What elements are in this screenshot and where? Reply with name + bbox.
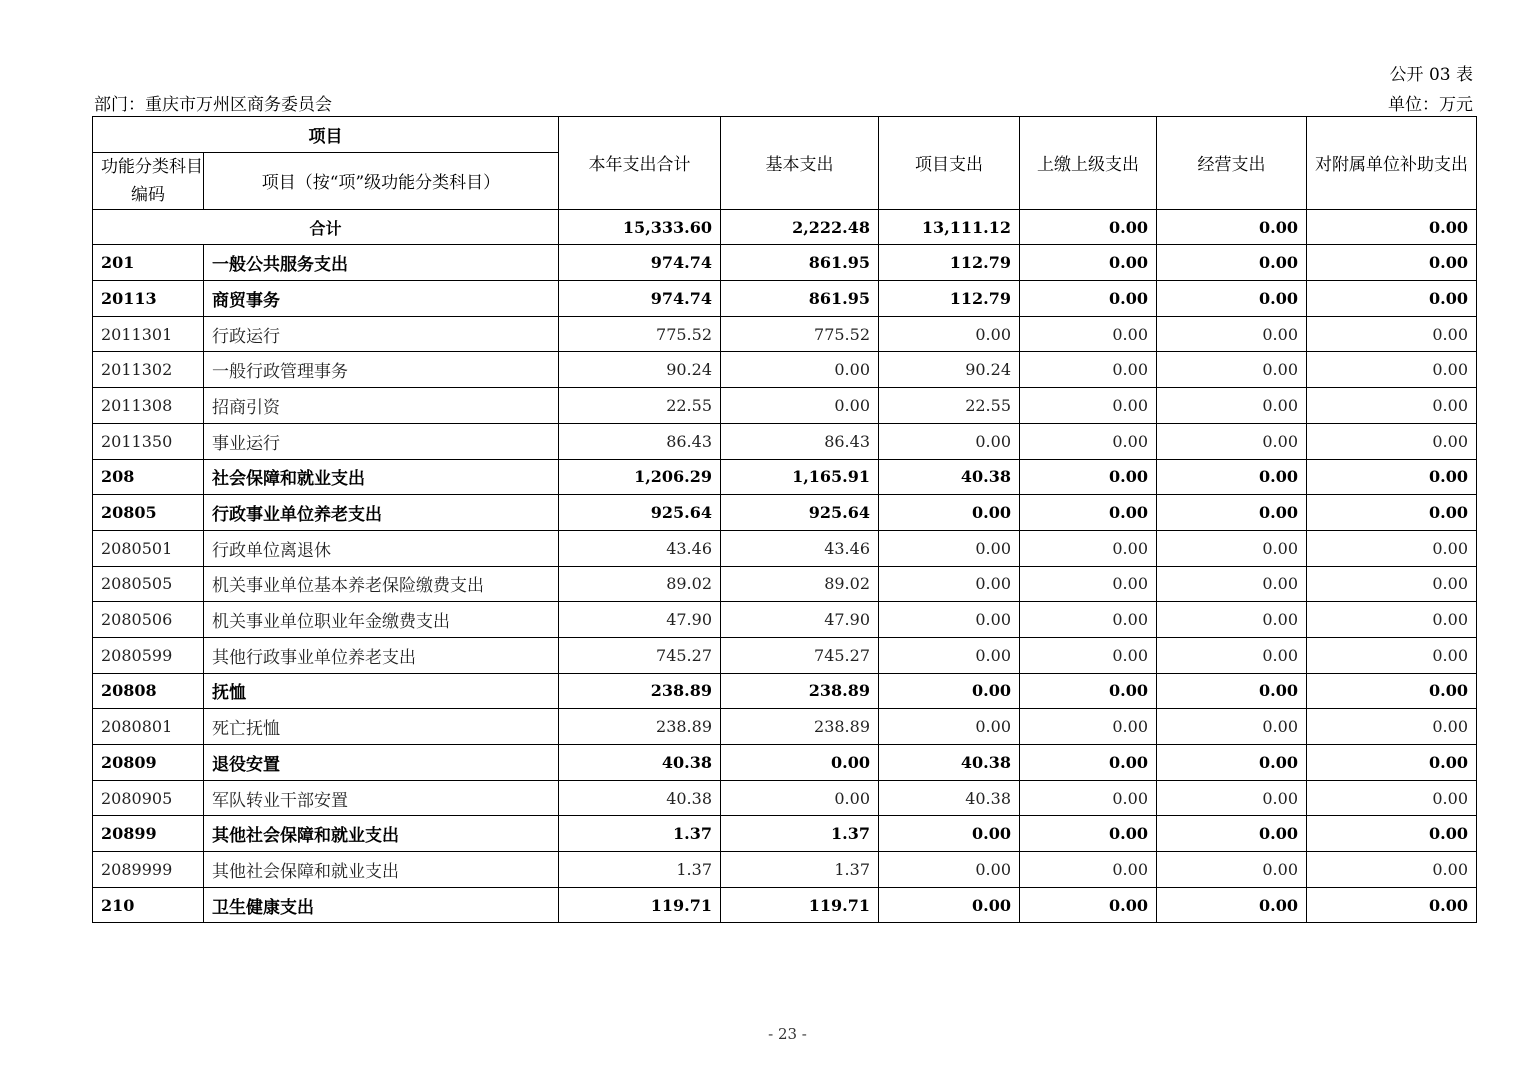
row-value-cell: 0.00 — [1157, 281, 1307, 317]
row-value-cell: 89.02 — [721, 566, 879, 602]
row-value-cell: 43.46 — [559, 530, 721, 566]
row-value-cell: 0.00 — [1307, 352, 1477, 388]
row-value-cell: 0.00 — [1307, 530, 1477, 566]
row-value-cell: 0.00 — [879, 530, 1020, 566]
row-value-cell: 0.00 — [879, 316, 1020, 352]
expenditure-table — [92, 116, 1477, 923]
total-cell: 0.00 — [1307, 209, 1477, 245]
col-upper-header: 上缴上级支出 — [1020, 117, 1157, 210]
col-project-exp-header: 项目支出 — [879, 117, 1020, 210]
row-value-cell: 0.00 — [1020, 852, 1157, 888]
row-value-cell: 0.00 — [1157, 887, 1307, 923]
row-value-cell: 0.00 — [1307, 602, 1477, 638]
row-value-cell: 119.71 — [721, 887, 879, 923]
row-value-cell: 1.37 — [559, 852, 721, 888]
row-value-cell: 0.00 — [1020, 709, 1157, 745]
col-item-header: 项目（按“项”级功能分类科目） — [204, 152, 559, 209]
row-value-cell: 0.00 — [879, 637, 1020, 673]
row-value-cell: 0.00 — [1020, 637, 1157, 673]
row-value-cell: 0.00 — [1020, 459, 1157, 495]
row-code: 2089999 — [93, 852, 204, 888]
total-row — [93, 209, 1477, 245]
row-value-cell: 0.00 — [1020, 495, 1157, 531]
row-value-cell: 0.00 — [1157, 780, 1307, 816]
row-item-name: 抚恤 — [204, 673, 559, 709]
project-header: 项目 — [93, 117, 559, 153]
row-value-cell: 40.38 — [559, 745, 721, 781]
row-item-name: 军队转业干部安置 — [204, 780, 559, 816]
row-value-cell: 0.00 — [1157, 637, 1307, 673]
row-value-cell: 775.52 — [721, 316, 879, 352]
table-row — [93, 709, 1477, 745]
row-code: 2011308 — [93, 388, 204, 424]
row-item-name: 行政单位离退休 — [204, 530, 559, 566]
row-value-cell: 0.00 — [1020, 352, 1157, 388]
row-value-cell: 0.00 — [1307, 245, 1477, 281]
row-value-cell: 86.43 — [721, 423, 879, 459]
row-value-cell: 0.00 — [879, 423, 1020, 459]
table-row — [93, 530, 1477, 566]
row-code: 210 — [93, 887, 204, 923]
row-value-cell: 0.00 — [879, 566, 1020, 602]
row-value-cell: 40.38 — [879, 459, 1020, 495]
row-code: 20899 — [93, 816, 204, 852]
table-row — [93, 352, 1477, 388]
total-cell: 2,222.48 — [721, 209, 879, 245]
row-item-name: 行政运行 — [204, 316, 559, 352]
row-value-cell: 0.00 — [1157, 709, 1307, 745]
row-value-cell: 0.00 — [1157, 816, 1307, 852]
row-value-cell: 0.00 — [879, 602, 1020, 638]
table-row — [93, 459, 1477, 495]
row-value-cell: 0.00 — [1157, 566, 1307, 602]
row-value-cell: 0.00 — [1020, 745, 1157, 781]
row-value-cell: 0.00 — [1020, 388, 1157, 424]
row-value-cell: 0.00 — [1157, 495, 1307, 531]
row-value-cell: 0.00 — [1307, 709, 1477, 745]
row-code: 2080599 — [93, 637, 204, 673]
unit-label: 单位：万元 — [1388, 95, 1473, 115]
row-value-cell: 1.37 — [721, 816, 879, 852]
row-value-cell: 0.00 — [1157, 852, 1307, 888]
row-value-cell: 745.27 — [721, 637, 879, 673]
row-item-name: 卫生健康支出 — [204, 887, 559, 923]
row-value-cell: 0.00 — [1157, 316, 1307, 352]
row-value-cell: 0.00 — [1307, 459, 1477, 495]
total-cell: 13,111.12 — [879, 209, 1020, 245]
row-value-cell: 112.79 — [879, 245, 1020, 281]
col-subsidy-header: 对附属单位补助支出 — [1307, 117, 1477, 210]
row-item-name: 事业运行 — [204, 423, 559, 459]
row-value-cell: 238.89 — [559, 673, 721, 709]
col-business-header: 经营支出 — [1157, 117, 1307, 210]
row-value-cell: 0.00 — [1307, 423, 1477, 459]
row-item-name: 其他社会保障和就业支出 — [204, 852, 559, 888]
row-value-cell: 0.00 — [1157, 459, 1307, 495]
row-value-cell: 0.00 — [1157, 602, 1307, 638]
row-value-cell: 745.27 — [559, 637, 721, 673]
row-value-cell: 0.00 — [1020, 316, 1157, 352]
row-code: 20113 — [93, 281, 204, 317]
row-value-cell: 89.02 — [559, 566, 721, 602]
total-cell: 15,333.60 — [559, 209, 721, 245]
row-value-cell: 0.00 — [1020, 816, 1157, 852]
row-code: 2011301 — [93, 316, 204, 352]
row-value-cell: 861.95 — [721, 281, 879, 317]
row-value-cell: 925.64 — [559, 495, 721, 531]
row-value-cell: 974.74 — [559, 281, 721, 317]
row-code: 2011350 — [93, 423, 204, 459]
department-label: 部门：重庆市万州区商务委员会 — [94, 95, 332, 115]
row-value-cell: 0.00 — [1157, 352, 1307, 388]
row-value-cell: 0.00 — [1157, 530, 1307, 566]
row-value-cell: 974.74 — [559, 245, 721, 281]
row-item-name: 行政事业单位养老支出 — [204, 495, 559, 531]
row-value-cell: 0.00 — [721, 745, 879, 781]
row-value-cell: 775.52 — [559, 316, 721, 352]
row-value-cell: 0.00 — [879, 887, 1020, 923]
row-code: 20808 — [93, 673, 204, 709]
row-value-cell: 0.00 — [1307, 637, 1477, 673]
row-value-cell: 0.00 — [879, 495, 1020, 531]
row-value-cell: 90.24 — [559, 352, 721, 388]
total-label: 合计 — [93, 209, 559, 245]
row-item-name: 机关事业单位职业年金缴费支出 — [204, 602, 559, 638]
row-value-cell: 0.00 — [1307, 566, 1477, 602]
row-value-cell: 112.79 — [879, 281, 1020, 317]
row-value-cell: 47.90 — [559, 602, 721, 638]
row-code: 2080505 — [93, 566, 204, 602]
row-value-cell: 0.00 — [1307, 281, 1477, 317]
row-code: 2080905 — [93, 780, 204, 816]
row-value-cell: 119.71 — [559, 887, 721, 923]
code-header-line2: 编码 — [131, 184, 165, 205]
col-total-header: 本年支出合计 — [559, 117, 721, 210]
row-value-cell: 238.89 — [559, 709, 721, 745]
total-cell: 0.00 — [1020, 209, 1157, 245]
table-row — [93, 673, 1477, 709]
row-code: 208 — [93, 459, 204, 495]
row-value-cell: 0.00 — [1307, 388, 1477, 424]
table-row — [93, 281, 1477, 317]
table-row — [93, 816, 1477, 852]
row-item-name: 一般公共服务支出 — [204, 245, 559, 281]
row-code: 2080801 — [93, 709, 204, 745]
row-value-cell: 0.00 — [879, 673, 1020, 709]
row-value-cell: 0.00 — [1020, 245, 1157, 281]
row-value-cell: 238.89 — [721, 673, 879, 709]
row-code: 20805 — [93, 495, 204, 531]
row-item-name: 招商引资 — [204, 388, 559, 424]
row-value-cell: 0.00 — [1020, 673, 1157, 709]
row-item-name: 死亡抚恤 — [204, 709, 559, 745]
table-row — [93, 423, 1477, 459]
row-value-cell: 0.00 — [1157, 245, 1307, 281]
table-row — [93, 852, 1477, 888]
row-value-cell: 0.00 — [1157, 423, 1307, 459]
row-code: 2080506 — [93, 602, 204, 638]
row-value-cell: 0.00 — [1020, 530, 1157, 566]
row-value-cell: 0.00 — [1307, 495, 1477, 531]
row-item-name: 商贸事务 — [204, 281, 559, 317]
table-row — [93, 887, 1477, 923]
table-row — [93, 566, 1477, 602]
row-value-cell: 0.00 — [1307, 316, 1477, 352]
row-code: 20809 — [93, 745, 204, 781]
row-value-cell: 22.55 — [559, 388, 721, 424]
row-value-cell: 0.00 — [1020, 423, 1157, 459]
row-value-cell: 0.00 — [1307, 673, 1477, 709]
table-row — [93, 637, 1477, 673]
row-value-cell: 1,165.91 — [721, 459, 879, 495]
row-value-cell: 0.00 — [1020, 780, 1157, 816]
code-header-line1: 功能分类科目 — [101, 156, 203, 177]
row-value-cell: 0.00 — [1307, 887, 1477, 923]
row-code: 201 — [93, 245, 204, 281]
row-value-cell: 0.00 — [1307, 816, 1477, 852]
page-number: - 23 - — [768, 1025, 807, 1043]
row-value-cell: 1,206.29 — [559, 459, 721, 495]
table-row — [93, 780, 1477, 816]
table-row — [93, 388, 1477, 424]
row-item-name: 机关事业单位基本养老保险缴费支出 — [204, 566, 559, 602]
col-basic-header: 基本支出 — [721, 117, 879, 210]
row-value-cell: 0.00 — [1307, 780, 1477, 816]
row-value-cell: 0.00 — [879, 852, 1020, 888]
row-value-cell: 0.00 — [1020, 602, 1157, 638]
row-value-cell: 0.00 — [1020, 887, 1157, 923]
row-value-cell: 43.46 — [721, 530, 879, 566]
row-value-cell: 0.00 — [721, 388, 879, 424]
row-value-cell: 86.43 — [559, 423, 721, 459]
row-item-name: 退役安置 — [204, 745, 559, 781]
row-item-name: 一般行政管理事务 — [204, 352, 559, 388]
row-value-cell: 0.00 — [1307, 745, 1477, 781]
row-value-cell: 0.00 — [879, 816, 1020, 852]
row-value-cell: 0.00 — [721, 780, 879, 816]
col-code-header — [93, 152, 204, 209]
row-value-cell: 47.90 — [721, 602, 879, 638]
row-value-cell: 1.37 — [721, 852, 879, 888]
row-value-cell: 925.64 — [721, 495, 879, 531]
row-item-name: 社会保障和就业支出 — [204, 459, 559, 495]
table-row — [93, 245, 1477, 281]
row-value-cell: 0.00 — [1157, 388, 1307, 424]
row-value-cell: 0.00 — [1020, 281, 1157, 317]
row-code: 2080501 — [93, 530, 204, 566]
total-cell: 0.00 — [1157, 209, 1307, 245]
row-value-cell: 0.00 — [1020, 566, 1157, 602]
row-value-cell: 1.37 — [559, 816, 721, 852]
form-number: 公开 03 表 — [1389, 65, 1473, 85]
row-value-cell: 0.00 — [1157, 673, 1307, 709]
row-value-cell: 238.89 — [721, 709, 879, 745]
row-value-cell: 40.38 — [879, 780, 1020, 816]
row-code: 2011302 — [93, 352, 204, 388]
table-row — [93, 602, 1477, 638]
row-value-cell: 0.00 — [879, 709, 1020, 745]
row-value-cell: 0.00 — [1307, 852, 1477, 888]
table-row — [93, 316, 1477, 352]
table-row — [93, 495, 1477, 531]
row-value-cell: 0.00 — [1157, 745, 1307, 781]
row-value-cell: 40.38 — [559, 780, 721, 816]
row-item-name: 其他社会保障和就业支出 — [204, 816, 559, 852]
row-value-cell: 861.95 — [721, 245, 879, 281]
row-value-cell: 40.38 — [879, 745, 1020, 781]
row-value-cell: 22.55 — [879, 388, 1020, 424]
table-row — [93, 745, 1477, 781]
row-value-cell: 0.00 — [721, 352, 879, 388]
row-item-name: 其他行政事业单位养老支出 — [204, 637, 559, 673]
row-value-cell: 90.24 — [879, 352, 1020, 388]
